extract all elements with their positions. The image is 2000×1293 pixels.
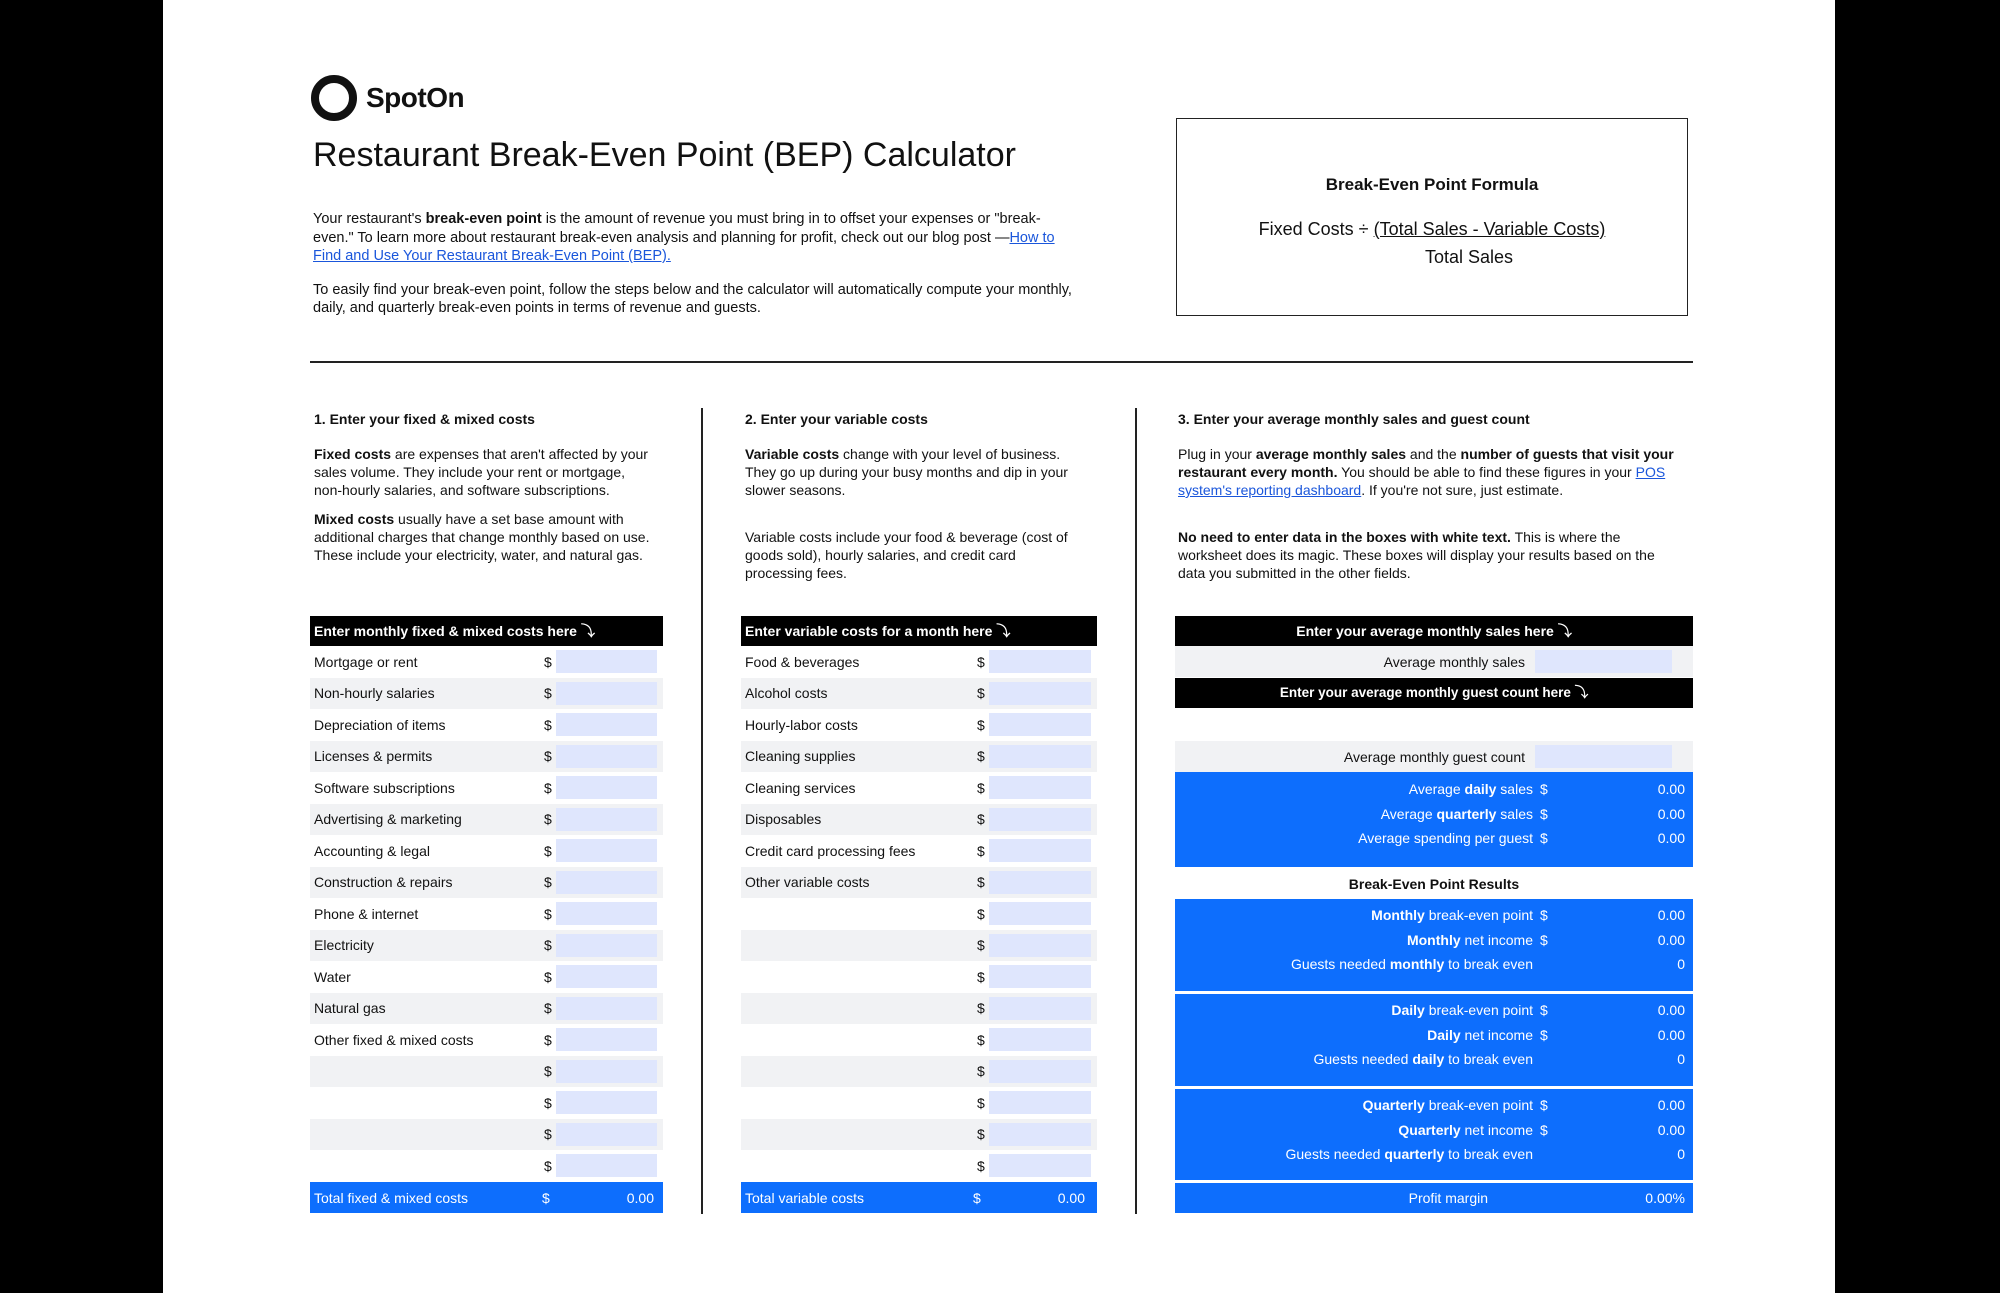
col3-bold: number of guests that visit your restaurant every month. [1178,446,1674,480]
fixed-costs-text: are expenses that aren't affected by your sales volume. They include your rent or mortgage, non-hourly salaries, and software subscriptions. [314,446,648,498]
cost-input[interactable] [989,902,1091,925]
result-label-text: sales [1496,781,1533,797]
cost-input[interactable] [989,1123,1091,1146]
row-label: Phone & internet [314,905,419,922]
avg-monthly-sales-row [1175,646,1693,677]
row-label: Electricity [314,937,374,954]
result-label-bold: monthly [1389,956,1445,972]
avg-monthly-guests-label: Average monthly guest count [1343,748,1525,765]
result-label [1358,830,1533,846]
sales-header-bar: Enter your average monthly sales here ⤵ [1175,616,1693,646]
table-row [741,804,1097,836]
currency-symbol: $ [977,1031,985,1048]
table-row [310,1087,663,1119]
cost-input[interactable] [989,965,1091,988]
table-row [741,741,1097,773]
average-row [1175,806,1693,831]
result-label [1427,1027,1533,1043]
result-label [1314,1051,1534,1067]
table-row [741,993,1097,1025]
spoton-logo [311,76,464,120]
total-label: Total fixed & mixed costs [314,1189,469,1206]
formula-text: Fixed Costs ÷ [1258,219,1374,239]
result-label-text: to break even [1444,1051,1533,1067]
result-row [1175,1027,1693,1052]
row-label: Water [314,968,351,985]
cost-input[interactable] [989,682,1091,705]
result-label-text: to break even [1444,956,1533,972]
formula-title: Break-Even Point Formula [1325,175,1539,194]
result-value: 0 [1677,1051,1685,1067]
currency-symbol: $ [1540,1002,1548,1018]
variable-costs-header-bar: Enter variable costs for a month here ⤵ [741,616,1097,646]
col3-text: You should be able to find these figures in your [1337,464,1636,480]
currency-symbol: $ [1540,805,1548,822]
currency-symbol: $ [544,779,552,796]
result-label-text: sales [1496,805,1533,822]
table-row [310,930,663,962]
mixed-costs-text: usually have a set base amount with additional charges that change monthly based on use. These include your electricity, water, and natural gas. [314,511,650,563]
result-label-bold: Monthly [1406,931,1461,948]
formula-box [1176,118,1688,316]
guests-header-bar: Enter your average monthly guest count here ⤵ [1175,678,1693,708]
cost-input[interactable] [556,808,657,831]
currency-symbol: $ [1540,781,1548,797]
cost-input[interactable] [989,997,1091,1020]
table-row [310,1056,663,1088]
average-row [1175,781,1693,806]
cost-input[interactable] [556,1154,657,1177]
currency-symbol: $ [977,779,985,796]
result-label-bold: Daily [1391,1002,1425,1018]
row-label: Construction & repairs [314,874,453,891]
variable-costs-term: Variable costs [745,446,840,462]
currency-symbol: $ [977,716,985,733]
row-label: Non-hourly salaries [314,685,435,702]
result-label [1398,1122,1533,1138]
result-label [1291,956,1533,972]
result-row [1175,956,1693,981]
fixed-costs-header-bar: Enter monthly fixed & mixed costs here ⤵ [310,616,663,646]
currency-symbol: $ [544,748,552,765]
currency-symbol: $ [544,716,552,733]
currency-symbol: $ [1540,907,1548,923]
result-label-text: Average [1408,781,1465,797]
currency-symbol: $ [544,1063,552,1080]
cost-input[interactable] [989,934,1091,957]
result-row [1175,932,1693,957]
col3-text: This is where the worksheet does its magic. These boxes will display your results based on the data you submitted in the other fields. [1178,529,1655,581]
cost-input[interactable] [556,1091,657,1114]
result-value: 0 [1677,956,1685,972]
intro-text-part: Your restaurant's [313,211,426,227]
currency-symbol: $ [977,937,985,954]
table-row [310,772,663,804]
total-value: 0.00 [626,1189,654,1206]
cost-input[interactable] [556,776,657,799]
result-label-bold: quarterly [1384,1146,1445,1162]
result-value: 0.00 [1657,1026,1685,1043]
table-row [310,678,663,710]
avg-monthly-guests-input[interactable] [1535,745,1672,768]
currency-symbol: $ [542,1189,550,1206]
profit-margin-label: Profit margin [1408,1190,1488,1206]
column-divider [701,408,703,1214]
variable-costs-text: change with your level of business. They go up during your busy months and dip in your slower seasons. [745,446,1068,498]
result-label-text: net income [1460,931,1533,948]
result-row [1175,1051,1693,1076]
result-label-text: Guests needed [1290,956,1390,972]
result-label-text: break-even point [1424,1097,1533,1113]
fixed-costs-total-row [310,1182,663,1213]
daily-results-box [1175,994,1693,1086]
table-row [741,898,1097,930]
result-label [1371,907,1533,923]
result-row [1175,1146,1693,1171]
result-value: 0.00 [1657,1002,1685,1018]
table-row [741,835,1097,867]
currency-symbol: $ [1540,1121,1548,1138]
result-label-bold: quarterly [1436,805,1497,822]
variable-costs-total-row [741,1182,1097,1213]
formula-underlined: (Total Sales - Variable Costs) [1373,219,1606,239]
result-label-text: Guests needed [1313,1051,1413,1067]
result-label-text: Average [1380,805,1437,822]
currency-symbol: $ [1540,830,1548,846]
brand-name: SpotOn [366,82,465,113]
result-row [1175,907,1693,932]
currency-symbol: $ [977,1126,985,1143]
result-row [1175,1002,1693,1027]
row-label: Disposables [745,811,822,828]
cost-input[interactable] [989,839,1091,862]
result-label-text: Guests needed [1285,1146,1385,1162]
result-label-text: net income [1460,1121,1533,1138]
pos-reporting-link[interactable]: POS system's reporting dashboard [1178,464,1666,498]
currency-symbol: $ [977,1157,985,1174]
table-row [741,1024,1097,1056]
col2-description [745,445,1085,582]
table-row [310,709,663,741]
row-label: Alcohol costs [745,685,828,702]
result-value: 0.00 [1657,1121,1685,1138]
monthly-results-box [1175,899,1693,991]
profit-margin-value: 0.00% [1645,1190,1685,1206]
row-label: Accounting & legal [314,842,430,859]
table-row [310,1024,663,1056]
column-divider [1135,408,1137,1214]
cost-input[interactable] [989,871,1091,894]
col3-text: . If you're not sure, just estimate. [1361,482,1564,498]
row-label: Advertising & marketing [314,811,462,828]
currency-symbol: $ [977,1094,985,1111]
result-value: 0.00 [1657,781,1685,797]
currency-symbol: $ [977,1000,985,1017]
col3-text: and the [1406,446,1461,462]
result-label-bold: daily [1412,1051,1445,1067]
result-row [1175,1122,1693,1147]
result-label-text: break-even point [1424,1002,1533,1018]
table-row [310,898,663,930]
result-label [1409,781,1533,797]
row-label: Credit card processing fees [745,842,916,859]
result-value: 0.00 [1657,805,1685,822]
table-row [310,1150,663,1182]
result-label [1391,1002,1533,1018]
profit-margin-row [1175,1183,1693,1213]
row-label: Natural gas [314,1000,386,1017]
currency-symbol: $ [544,1000,552,1017]
result-value: 0.00 [1657,830,1685,846]
currency-symbol: $ [544,842,552,859]
table-row [310,804,663,836]
intro-text [313,210,1073,333]
currency-symbol: $ [977,811,985,828]
cost-input[interactable] [556,1060,657,1083]
result-label [1285,1146,1533,1162]
table-row [741,678,1097,710]
row-label: Other variable costs [745,874,870,891]
cost-input[interactable] [556,965,657,988]
cost-input[interactable] [989,1154,1091,1177]
result-label [1363,1097,1533,1113]
intro-bold: break-even point [425,211,542,227]
col3-heading: 3. Enter your average monthly sales and guest count [1178,411,1530,427]
table-row [741,1119,1097,1151]
currency-symbol: $ [544,1094,552,1111]
cost-input[interactable] [989,713,1091,736]
cost-input[interactable] [556,1028,657,1051]
cost-input[interactable] [556,839,657,862]
currency-symbol: $ [544,968,552,985]
result-label [1381,806,1533,822]
result-row [1175,1097,1693,1122]
cost-input[interactable] [556,713,657,736]
result-label-text: Average spending per guest [1358,830,1533,846]
divider [310,361,1693,363]
mixed-costs-term: Mixed costs [314,511,395,527]
cost-input[interactable] [989,1028,1091,1051]
document-page [163,0,1835,1293]
currency-symbol: $ [1540,931,1548,948]
avg-monthly-sales-label: Average monthly sales [1383,653,1525,670]
avg-monthly-guests-row [1175,741,1693,772]
row-label: Software subscriptions [314,779,455,796]
cost-input[interactable] [989,745,1091,768]
result-value: 0.00 [1657,931,1685,948]
table-row [310,835,663,867]
results-title: Break-Even Point Results [1348,876,1520,892]
table-row [741,1087,1097,1119]
logo-ring-icon [311,75,357,121]
result-label-text: to break even [1444,1146,1533,1162]
formula-numerator [1177,219,1687,240]
formula-denominator: Total Sales [1425,247,1514,267]
col2-heading: 2. Enter your variable costs [745,411,928,427]
table-row [741,709,1097,741]
table-row [741,772,1097,804]
currency-symbol: $ [977,905,985,922]
cost-input[interactable] [989,776,1091,799]
blog-post-link[interactable]: How to Find and Use Your Restaurant Break-Even Point (BEP). [313,229,1055,264]
currency-symbol: $ [977,842,985,859]
cost-input[interactable] [989,1060,1091,1083]
cost-input[interactable] [989,1091,1091,1114]
result-label-text: break-even point [1424,907,1533,923]
col3-description [1178,445,1683,582]
average-row [1175,830,1693,855]
currency-symbol: $ [977,1063,985,1080]
col3-bold: average monthly sales [1255,446,1407,462]
currency-symbol: $ [544,1031,552,1048]
variable-costs-examples: Variable costs include your food & beverage (cost of goods sold), hourly salaries, and credit card processing fees. [745,529,1068,581]
fixed-costs-term: Fixed costs [314,446,392,462]
currency-symbol: $ [544,1126,552,1143]
fixed-costs-table [310,646,663,1182]
intro-text-part: is the amount of revenue you must bring in to offset your expenses or "break-even." To learn more about restaurant break-even analysis and planning for profit, check out our blog post — [313,211,1041,246]
cost-input[interactable] [556,745,657,768]
cost-input[interactable] [989,808,1091,831]
currency-symbol: $ [544,685,552,702]
currency-symbol: $ [544,905,552,922]
currency-symbol: $ [544,874,552,891]
table-row [310,741,663,773]
result-value: 0 [1677,1146,1685,1162]
cost-input[interactable] [556,997,657,1020]
currency-symbol: $ [1540,1026,1548,1043]
table-row [310,646,663,678]
currency-symbol: $ [1540,1097,1548,1113]
currency-symbol: $ [977,685,985,702]
table-row [741,930,1097,962]
row-label: Licenses & permits [314,748,433,765]
currency-symbol: $ [544,1157,552,1174]
table-row [310,867,663,899]
table-row [310,993,663,1025]
cost-input[interactable] [556,1123,657,1146]
currency-symbol: $ [544,811,552,828]
total-value: 0.00 [1057,1189,1085,1206]
row-label: Cleaning supplies [745,748,856,765]
table-row [741,961,1097,993]
cost-input[interactable] [556,934,657,957]
table-row [741,646,1097,678]
row-label: Cleaning services [745,779,856,796]
result-label-text: net income [1460,1026,1533,1043]
row-label: Hourly-labor costs [745,716,858,733]
result-label-bold: Monthly [1371,907,1425,923]
row-label: Mortgage or rent [314,653,418,670]
result-label-bold: Quarterly [1362,1097,1425,1113]
averages-box [1175,772,1693,867]
cost-input[interactable] [556,650,657,673]
currency-symbol: $ [544,937,552,954]
currency-symbol: $ [973,1189,981,1206]
cost-input[interactable] [989,650,1091,673]
table-row [310,1119,663,1151]
variable-costs-table [741,646,1097,1182]
table-row [310,961,663,993]
currency-symbol: $ [977,748,985,765]
quarterly-results-box [1175,1089,1693,1180]
row-label: Other fixed & mixed costs [314,1031,474,1048]
total-label: Total variable costs [745,1189,865,1206]
col3-bold: No need to enter data in the boxes with white text. [1178,529,1511,545]
cost-input[interactable] [556,902,657,925]
col1-heading: 1. Enter your fixed & mixed costs [314,411,535,427]
result-label-bold: daily [1464,781,1497,797]
table-row [741,1150,1097,1182]
currency-symbol: $ [977,653,985,670]
col1-description [314,445,654,564]
row-label: Depreciation of items [314,716,446,733]
intro-instructions: To easily find your break-even point, follow the steps below and the calculator will automatically compute your monthly, daily, and quarterly break-even points in terms of revenue and guests. [313,281,1072,316]
currency-symbol: $ [977,874,985,891]
avg-monthly-sales-input[interactable] [1535,650,1672,673]
result-value: 0.00 [1657,907,1685,923]
result-label-bold: Quarterly [1398,1121,1461,1138]
currency-symbol: $ [544,653,552,670]
result-value: 0.00 [1657,1097,1685,1113]
col3-text: Plug in your [1178,446,1256,462]
row-label: Food & beverages [745,653,860,670]
cost-input[interactable] [556,871,657,894]
table-row [741,867,1097,899]
cost-input[interactable] [556,682,657,705]
currency-symbol: $ [977,968,985,985]
result-label-bold: Daily [1427,1026,1461,1043]
page-title: Restaurant Break-Even Point (BEP) Calculator [313,136,1016,174]
table-row [741,1056,1097,1088]
result-label [1407,932,1533,948]
